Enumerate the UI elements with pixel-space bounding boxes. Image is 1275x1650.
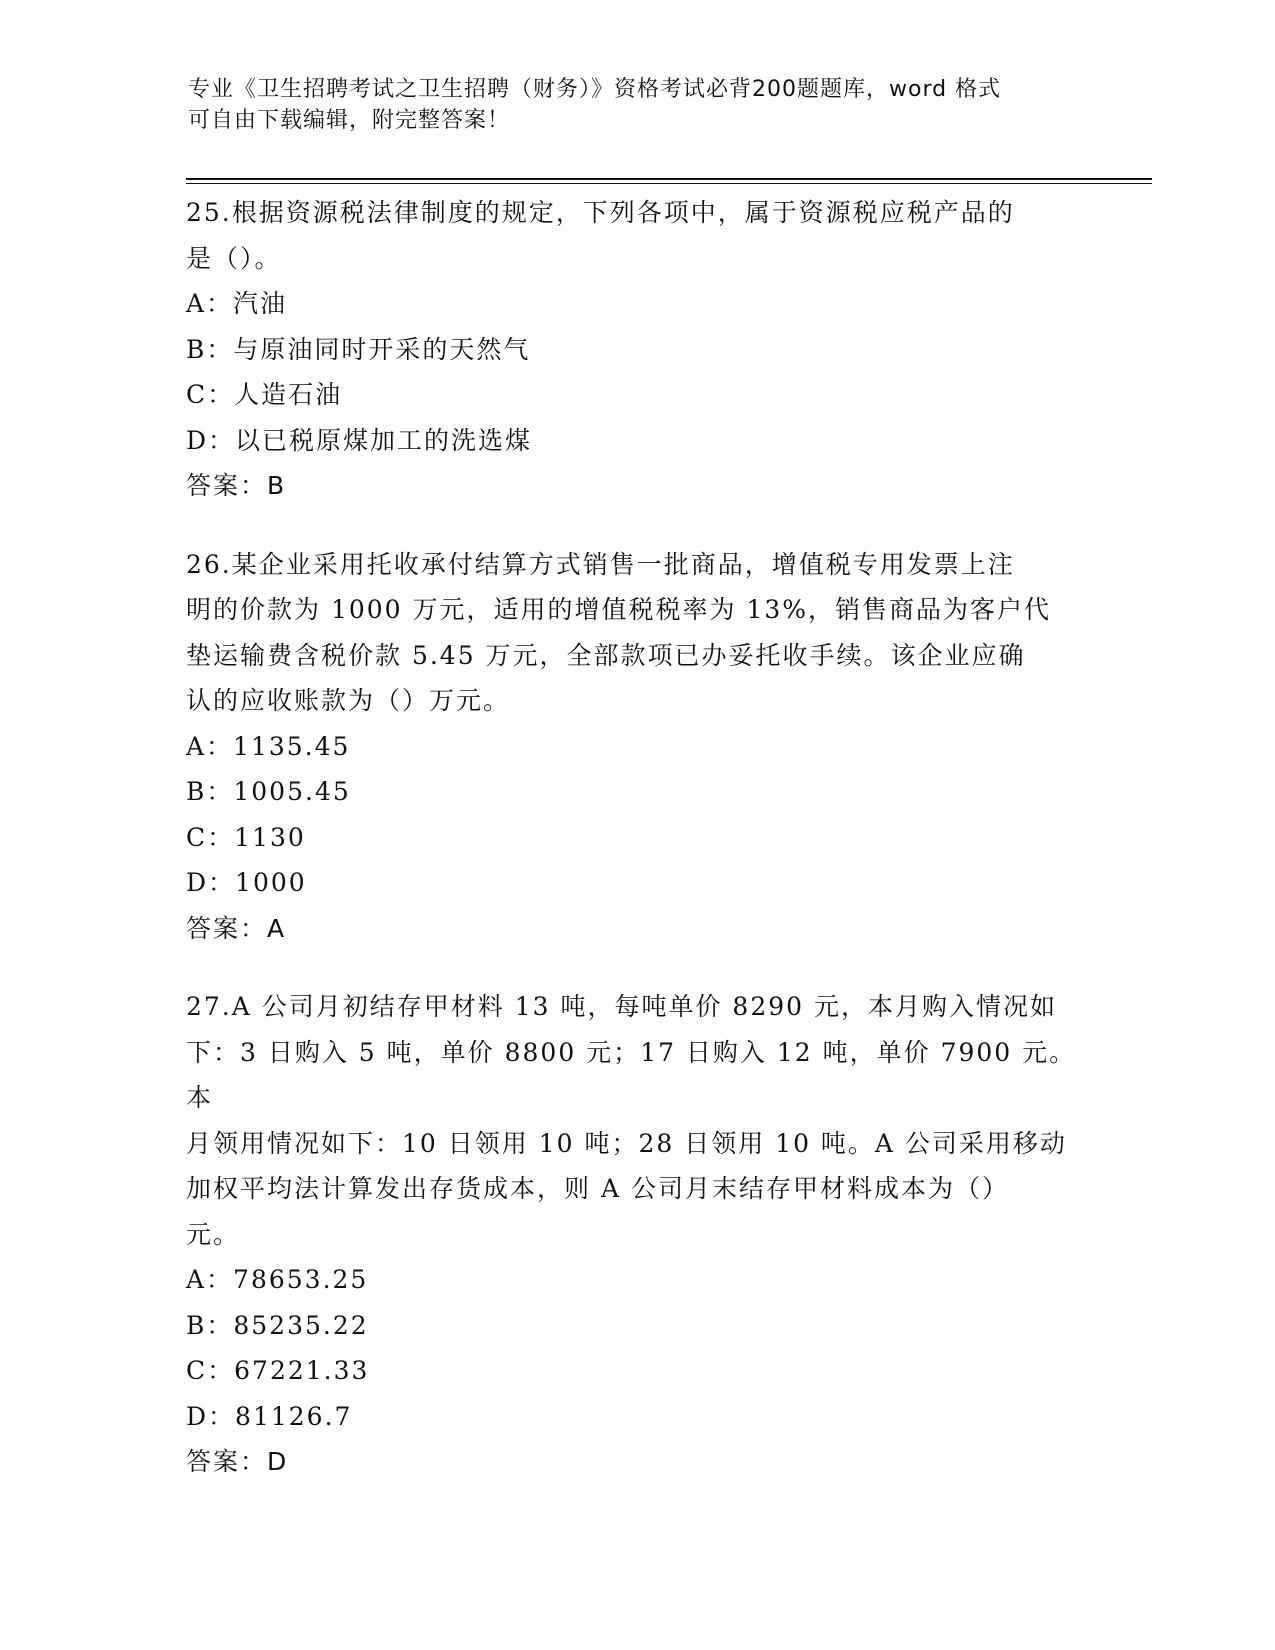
question-stem-line: 元。 — [186, 1219, 241, 1249]
option-a: A：汽油 — [186, 289, 288, 318]
question-stem-line: 27.A 公司月初结存甲材料 13 吨，每吨单价 8290 元，本月购入情况如 — [186, 992, 1057, 1021]
question-25 — [186, 190, 1086, 509]
option-b: B：1005.45 — [186, 777, 351, 806]
option-b: B：85235.22 — [186, 1310, 369, 1340]
answer-line: 答案：B — [186, 471, 287, 500]
answer-line: 答案：A — [186, 913, 287, 943]
question-27 — [186, 984, 1086, 1485]
question-stem-line: 下：3 日购入 5 吨，单价 8800 元；17 日购入 12 吨，单价 7900 元。本 — [186, 1037, 1077, 1112]
question-stem-line: 是（）。 — [186, 243, 282, 273]
option-a: A：1135.45 — [186, 731, 351, 761]
option-c: C：1130 — [186, 822, 306, 852]
question-stem-line: 26.某企业采用托收承付结算方式销售一批商品，增值税专用发票上注 — [186, 549, 1015, 579]
question-stem-line: 加权平均法计算发出存货成本，则 A 公司月末结存甲材料成本为（） — [186, 1174, 1009, 1203]
header-divider-thick — [186, 178, 1152, 180]
option-c: C：人造石油 — [186, 380, 343, 409]
answer-line: 答案：D — [186, 1447, 289, 1476]
question-stem-line: 明的价款为 1000 万元，适用的增值税税率为 13%，销售商品为客户代 — [186, 595, 1052, 624]
option-c: C：67221.33 — [186, 1356, 370, 1385]
option-a: A：78653.25 — [186, 1265, 369, 1294]
option-d: D：1000 — [186, 868, 307, 897]
option-d: D：81126.7 — [186, 1401, 353, 1431]
document-header — [188, 74, 1068, 136]
question-list — [186, 190, 1086, 1518]
header-divider-thin — [186, 183, 1152, 184]
question-26 — [186, 542, 1086, 952]
header-line-1: 专业《卫生招聘考试之卫生招聘（财务）》资格考试必背200题题库，word 格式 — [188, 77, 1002, 102]
question-stem-line: 垫运输费含税价款 5.45 万元，全部款项已办妥托收手续。该企业应确 — [186, 640, 1026, 670]
option-b: B：与原油同时开采的天然气 — [186, 334, 531, 364]
question-stem-line: 25.根据资源税法律制度的规定，下列各项中，属于资源税应税产品的 — [186, 198, 1015, 227]
header-line-2: 可自由下载编辑，附完整答案！ — [188, 108, 511, 133]
question-stem-line: 认的应收账款为（）万元。 — [186, 686, 511, 715]
option-d: D：以已税原煤加工的洗选煤 — [186, 425, 533, 455]
question-stem-line: 月领用情况如下：10 日领用 10 吨；28 日领用 10 吨。A 公司采用移动 — [186, 1128, 1067, 1158]
